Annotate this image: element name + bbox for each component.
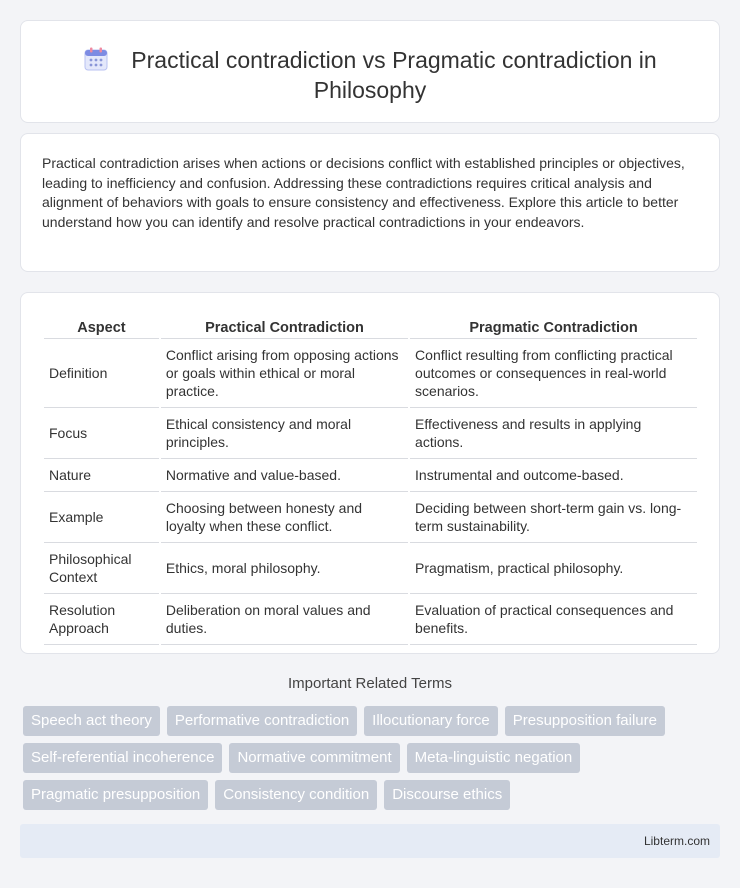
related-terms <box>23 706 723 817</box>
row-pragmatic: Evaluation of practical consequences and benefits. <box>410 594 697 645</box>
tag-illocutionary-force[interactable]: Illocutionary force <box>364 706 498 736</box>
tag-speech-act-theory[interactable]: Speech act theory <box>23 706 160 736</box>
tag-row <box>23 706 723 736</box>
row-practical: Deliberation on moral values and duties. <box>161 594 408 645</box>
comparison-table <box>42 315 699 645</box>
page-title: Practical contradiction vs Pragmatic contradiction in Philosophy <box>131 47 657 103</box>
footer-site-link[interactable]: Libterm.com <box>643 834 710 848</box>
tag-performative-contradiction[interactable]: Performative contradiction <box>167 706 357 736</box>
row-practical: Conflict arising from opposing actions or goals within ethical or moral practice. <box>161 339 408 408</box>
page-title-wrap <box>61 45 679 105</box>
tag-consistency-condition[interactable]: Consistency condition <box>215 780 377 810</box>
row-practical: Ethics, moral philosophy. <box>161 543 408 594</box>
header-aspect: Aspect <box>44 315 159 339</box>
row-aspect: Definition <box>44 339 159 408</box>
tag-pragmatic-presupposition[interactable]: Pragmatic presupposition <box>23 780 208 810</box>
row-pragmatic: Conflict resulting from conflicting practical outcomes or consequences in real-world scenarios. <box>410 339 697 408</box>
row-pragmatic: Pragmatism, practical philosophy. <box>410 543 697 594</box>
tag-row <box>23 780 723 810</box>
tag-presupposition-failure[interactable]: Presupposition failure <box>505 706 665 736</box>
row-practical: Ethical consistency and moral principles. <box>161 408 408 459</box>
row-pragmatic: Deciding between short-term gain vs. long-term sustainability. <box>410 492 697 543</box>
row-pragmatic: Effectiveness and results in applying actions. <box>410 408 697 459</box>
table-row <box>44 339 697 408</box>
calendar-icon <box>83 46 109 72</box>
title-card <box>20 20 720 123</box>
row-pragmatic: Instrumental and outcome-based. <box>410 459 697 492</box>
related-terms-title: Important Related Terms <box>288 675 452 692</box>
row-aspect: Resolution Approach <box>44 594 159 645</box>
intro-text: Practical contradiction arises when actions or decisions conflict with established principles or objectives, leading to inefficiency and confusion. Addressing these contradictions requires critical analysis and alignment of behaviors with goals to ensure consistency and effectiveness. Explore this article to better understand how you can identify and resolve practical contradictions in your endeavors. <box>42 155 685 230</box>
header-pragmatic: Pragmatic Contradiction <box>410 315 697 339</box>
footer <box>20 824 720 858</box>
table-row <box>44 459 697 492</box>
table-row <box>44 594 697 645</box>
row-practical: Choosing between honesty and loyalty when these conflict. <box>161 492 408 543</box>
header-practical: Practical Contradiction <box>161 315 408 339</box>
row-aspect: Example <box>44 492 159 543</box>
row-practical: Normative and value-based. <box>161 459 408 492</box>
row-aspect: Nature <box>44 459 159 492</box>
table-row <box>44 492 697 543</box>
tag-normative-commitment[interactable]: Normative commitment <box>229 743 399 773</box>
tag-row <box>23 743 723 773</box>
row-aspect: Focus <box>44 408 159 459</box>
table-row <box>44 408 697 459</box>
intro-card <box>20 133 720 272</box>
row-aspect: Philosophical Context <box>44 543 159 594</box>
table-row <box>44 543 697 594</box>
tag-self-referential-incoherence[interactable]: Self-referential incoherence <box>23 743 222 773</box>
comparison-card <box>20 292 720 654</box>
table-header-row <box>44 315 697 339</box>
tag-meta-linguistic-negation[interactable]: Meta-linguistic negation <box>407 743 581 773</box>
tag-discourse-ethics[interactable]: Discourse ethics <box>384 780 510 810</box>
